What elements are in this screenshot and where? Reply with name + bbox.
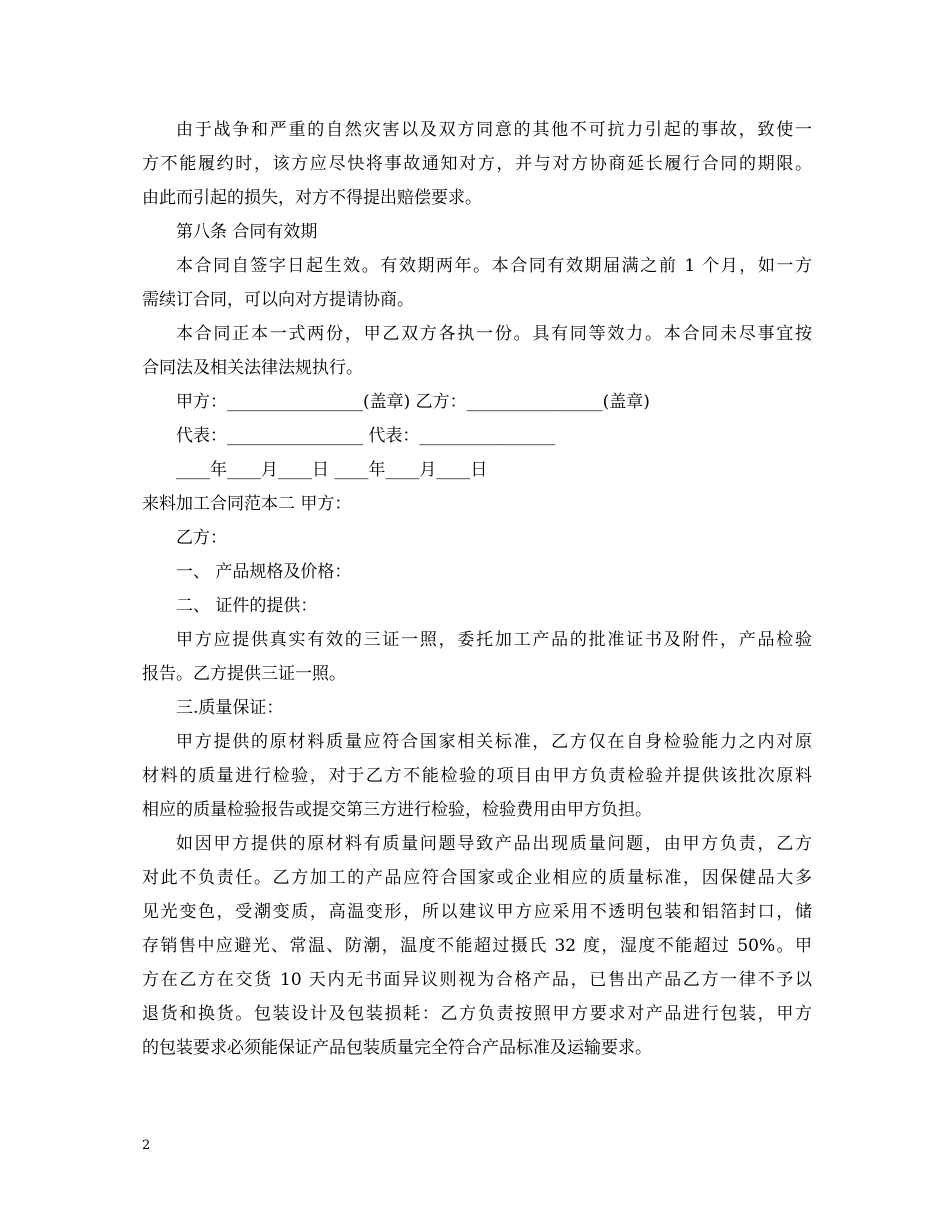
- text-line: 退货和换货。包装设计及包装损耗：乙方负责按照甲方要求对产品进行包装，甲方: [142, 1004, 812, 1024]
- text-line: 甲方应提供真实有效的三证一照，委托加工产品的批准证书及附件，产品检验: [176, 630, 812, 650]
- text-line: 二、 证件的提供：: [176, 596, 318, 616]
- text-line: 方在乙方在交货 10 天内无书面异议则视为合格产品，已售出产品乙方一律不予以: [142, 970, 812, 990]
- text-line: 见光变色，受潮变质，高温变形，所以建议甲方应采用不透明包装和铝箔封口，储: [142, 902, 812, 922]
- text-line: 相应的质量检验报告或提交第三方进行检验，检验费用由甲方负担。: [142, 800, 652, 820]
- text-line: 三.质量保证：: [176, 698, 284, 718]
- text-line: 一、 产品规格及价格：: [176, 562, 352, 582]
- text-line: 的包装要求必须能保证产品包装质量完全符合产品标准及运输要求。: [142, 1038, 652, 1058]
- text-line: 代表：________________ 代表：________________: [176, 426, 556, 446]
- text-line: 由此而引起的损失，对方不得提出赔偿要求。: [142, 188, 482, 208]
- text-line: 存销售中应避光、常温、防潮，温度不能超过摄氏 32 度，湿度不能超过 50%。甲: [142, 936, 812, 956]
- document-body: [142, 113, 812, 1065]
- text-line: 如因甲方提供的原材料有质量问题导致产品出现质量问题，由甲方负责，乙方: [176, 834, 812, 854]
- text-line: 来料加工合同范本二 甲方：: [142, 494, 352, 514]
- text-line: 本合同自签字日起生效。有效期两年。本合同有效期届满之前 1 个月，如一方: [176, 256, 812, 276]
- page-number: 2: [142, 1138, 151, 1153]
- text-line: 方不能履约时，该方应尽快将事故通知对方，并与对方协商延长履行合同的期限。: [142, 154, 812, 174]
- text-line: 第八条 合同有效期: [176, 222, 318, 242]
- text-line: 乙方：: [176, 528, 227, 548]
- text-line: ____年____月____日 ____年____月____日: [176, 460, 488, 480]
- text-line: 报告。乙方提供三证一照。: [142, 664, 346, 684]
- text-line: 甲方提供的原材料质量应符合国家相关标准，乙方仅在自身检验能力之内对原: [176, 732, 812, 752]
- text-line: 由于战争和严重的自然灾害以及双方同意的其他不可抗力引起的事故，致使一: [176, 120, 812, 140]
- text-line: 对此不负责任。乙方加工的产品应符合国家或企业相应的质量标准，因保健品大多: [142, 868, 812, 888]
- text-line: 合同法及相关法律法规执行。: [142, 358, 363, 378]
- text-line: 甲方：________________(盖章) 乙方：________________(盖章): [176, 392, 650, 412]
- text-line: 本合同正本一式两份，甲乙双方各执一份。具有同等效力。本合同未尽事宜按: [176, 324, 812, 344]
- text-line: 材料的质量进行检验，对于乙方不能检验的项目由甲方负责检验并提供该批次原料: [142, 766, 812, 786]
- text-line: 需续订合同，可以向对方提请协商。: [142, 290, 414, 310]
